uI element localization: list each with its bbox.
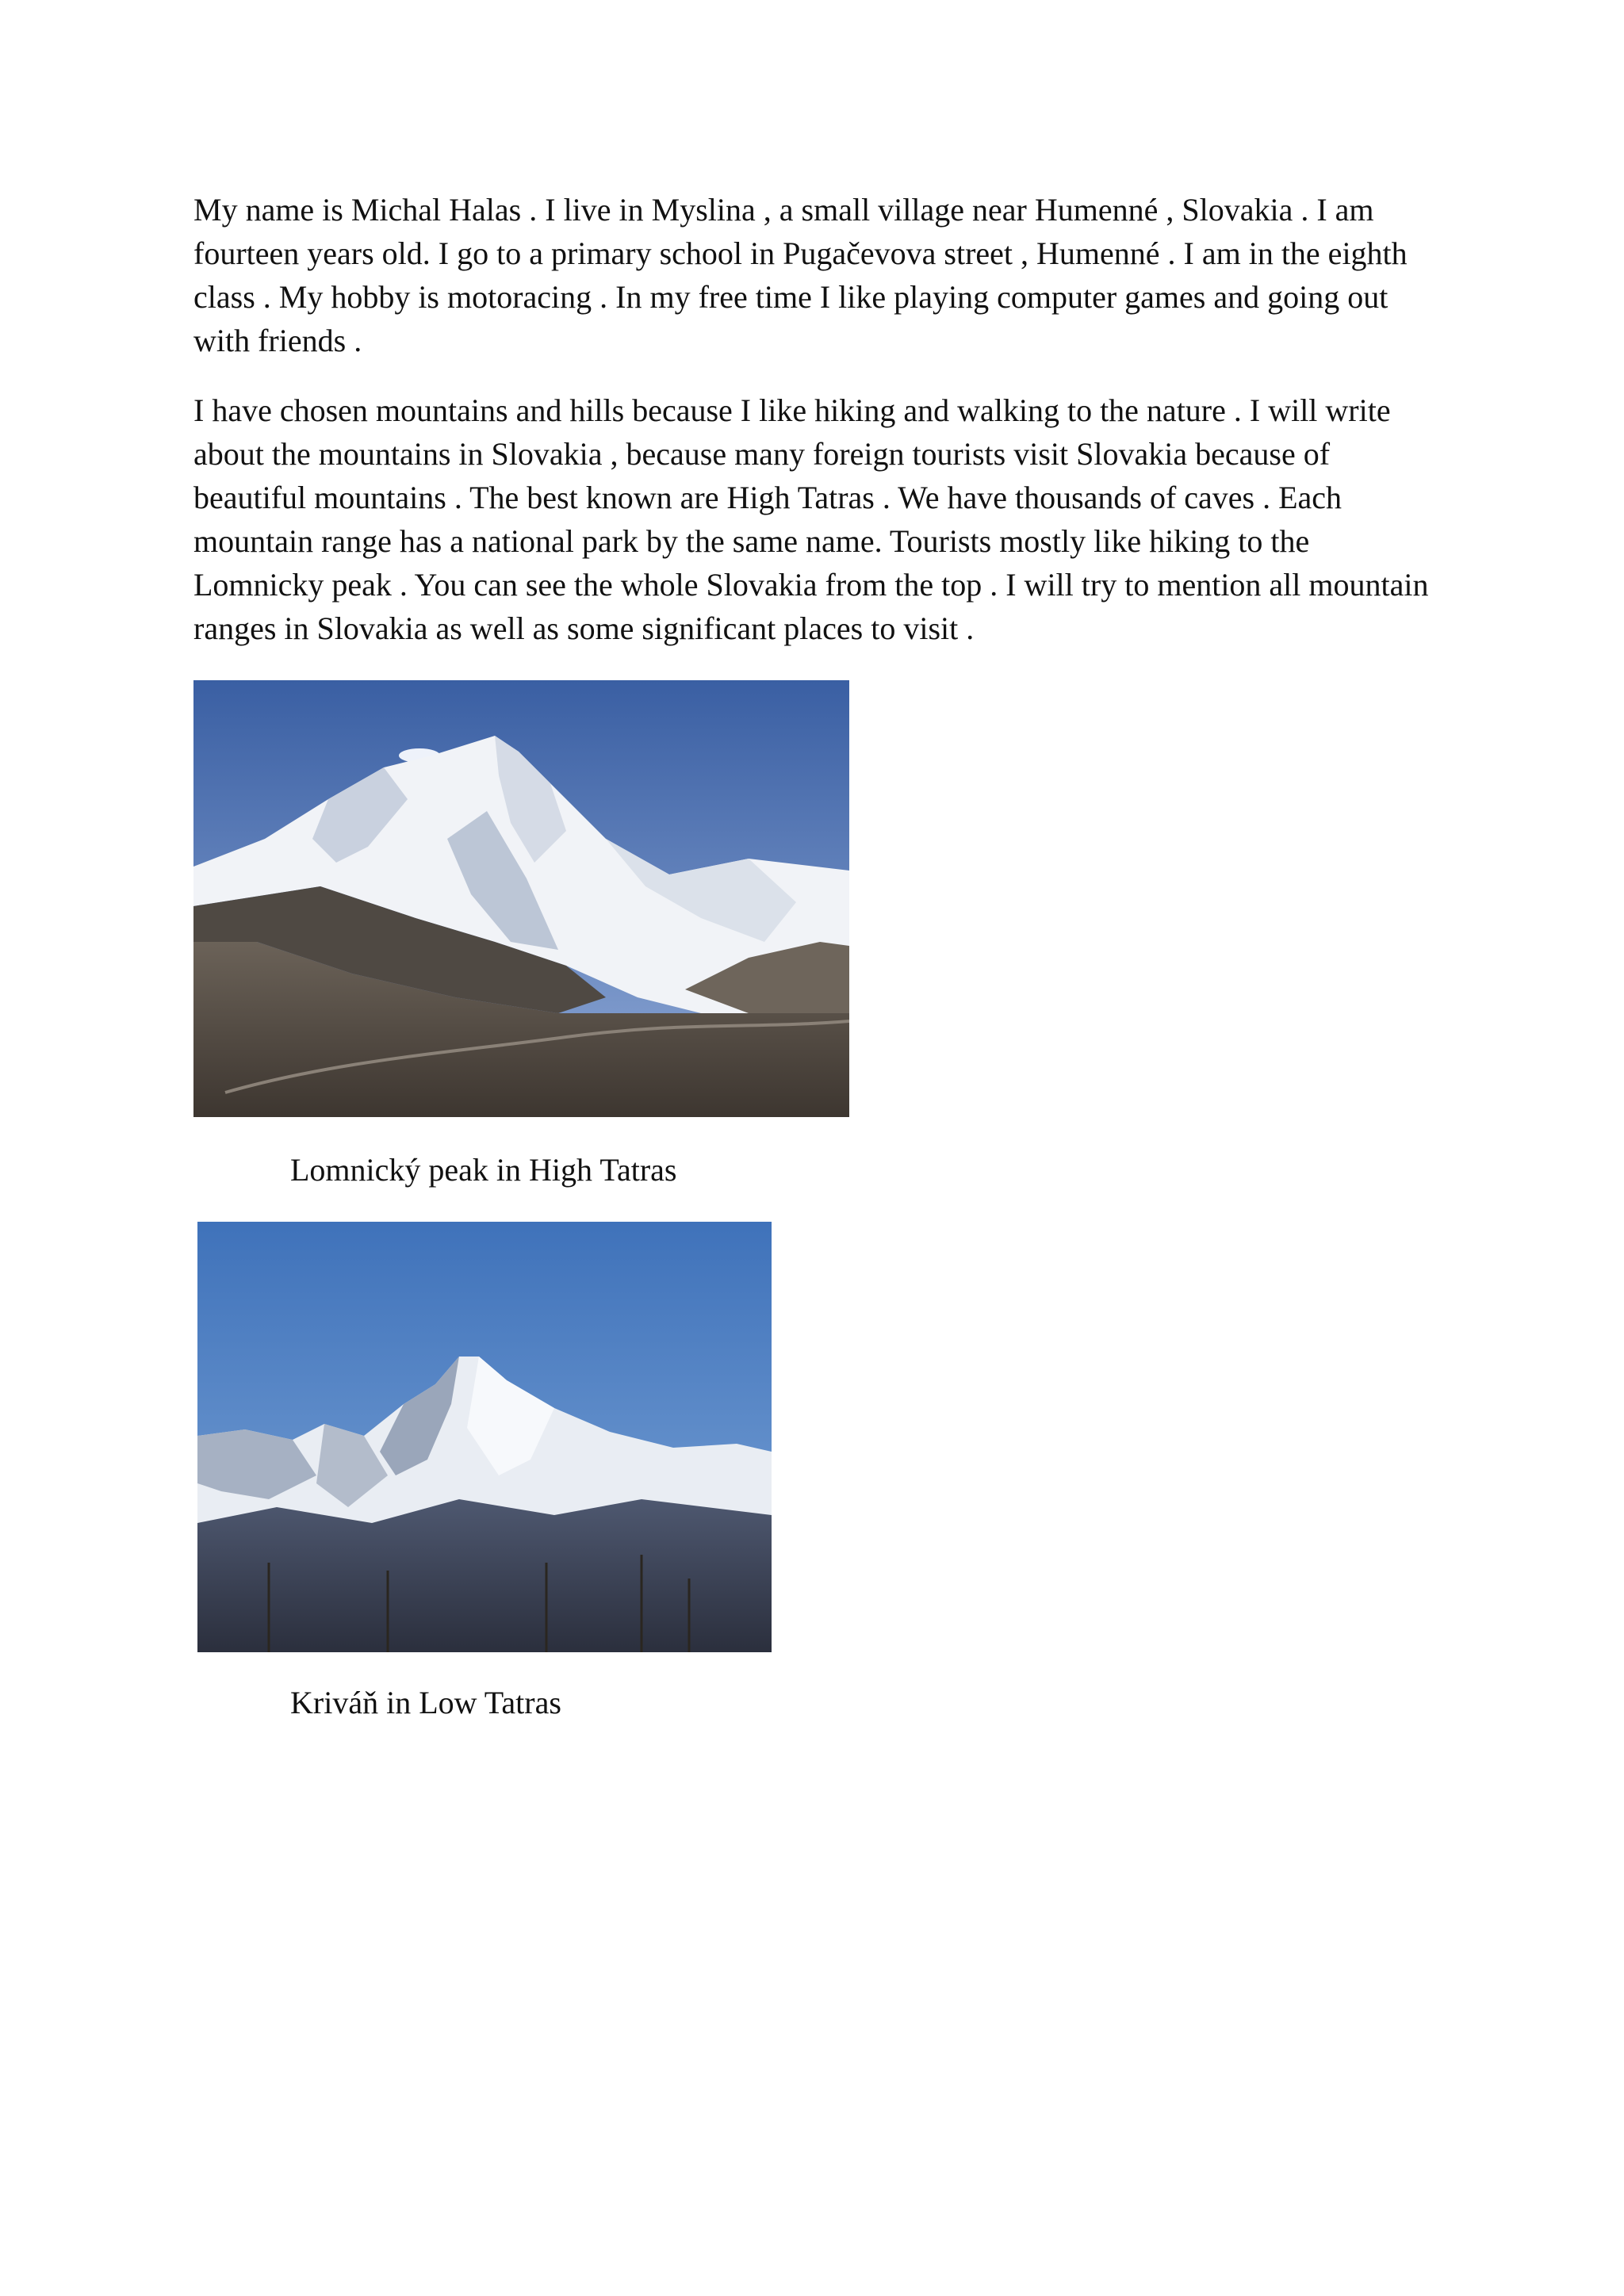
mountains-paragraph: I have chosen mountains and hills because I like hiking and walking to the nature . I will write about the mountains in Slovakia , because many foreign tourists visit Slovakia because of beautiful mountains . The best known are High Tatras . We have thousands of caves . Each mountain range has a national park by the same name. Tourists mostly like hiking to the Lomnicky peak . You can see the whole Slovakia from the top . I will try to mention all mountain ranges in Slovakia as well as some significant places to visit .	[193, 392, 1429, 646]
figure-caption: Lomnický peak in High Tatras	[290, 1152, 677, 1188]
figure-caption: Kriváň in Low Tatras	[290, 1685, 561, 1720]
lomnicky-peak-photo	[193, 680, 849, 1117]
krivan-photo	[197, 1222, 772, 1652]
intro-paragraph: My name is Michal Halas . I live in Myslina , a small village near Humenné , Slovakia . I am fourteen years old. I go to a primary school in Pugačevova street , Humenné . I am in the eighth class . My hobby is motoracing . In my free time I like playing computer games and going out with friends .	[193, 192, 1408, 358]
